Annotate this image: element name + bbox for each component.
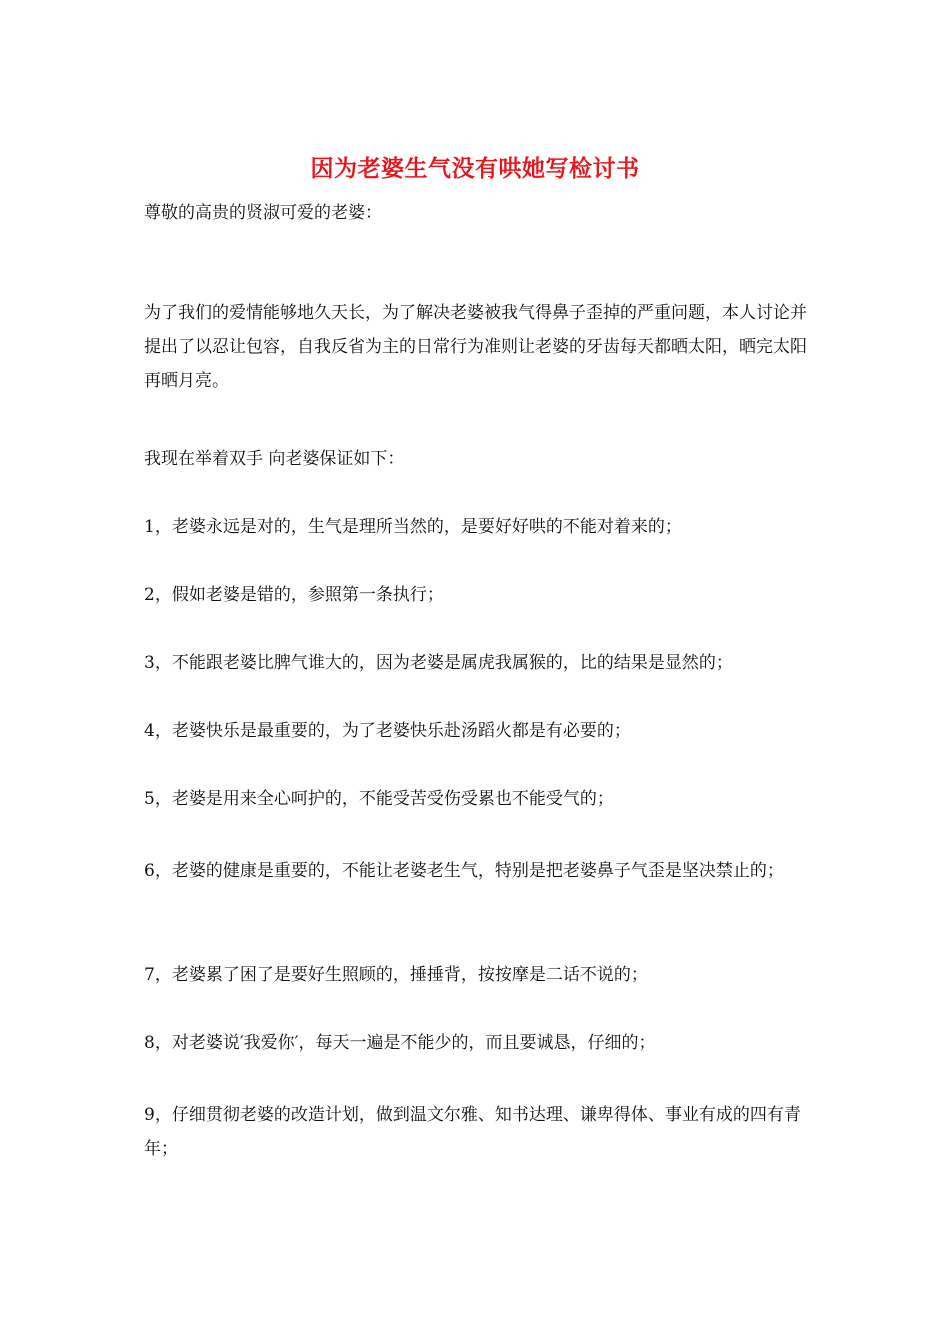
pledge-item-9: 9，仔细贯彻老婆的改造计划，做到温文尔雅、知书达理、谦卑得体、事业有成的四有青年； — [144, 1105, 801, 1159]
pledge-item-6: 6，老婆的健康是重要的，不能让老婆老生气，特别是把老婆鼻子气歪是坚决禁止的； — [144, 861, 784, 881]
pledge-intro: 我现在举着双手 向老婆保证如下： — [144, 449, 405, 469]
pledge-item-5: 5，老婆是用来全心呵护的，不能受苦受伤受累也不能受气的； — [144, 789, 614, 809]
pledge-item-7: 7，老婆累了困了是要好生照顾的，捶捶背，按按摩是二话不说的； — [144, 965, 648, 985]
pledge-item-4: 4，老婆快乐是最重要的，为了老婆快乐赴汤蹈火都是有必要的； — [144, 721, 631, 741]
pledge-item-3: 3，不能跟老婆比脾气谁大的，因为老婆是属虎我属猴的，比的结果是显然的； — [144, 653, 733, 673]
greeting: 尊敬的高贵的贤淑可爱的老婆： — [144, 203, 382, 223]
intro-paragraph: 为了我们的爱情能够地久天长，为了解决老婆被我气得鼻子歪掉的严重问题，本人讨论并提出了以忍让包容，自我反省为主的日常行为准则让老婆的牙齿每天都晒太阳，晒完太阳再晒月亮。 — [144, 303, 807, 391]
pledge-item-8: 8，对老婆说′我爱你′，每天一遍是不能少的，而且要诚恳，仔细的； — [144, 1033, 656, 1053]
document-title: 因为老婆生气没有哄她写检讨书 — [310, 155, 640, 182]
pledge-item-1: 1，老婆永远是对的，生气是理所当然的，是要好好哄的不能对着来的； — [144, 517, 682, 537]
pledge-item-2: 2，假如老婆是错的，参照第一条执行； — [144, 585, 444, 605]
